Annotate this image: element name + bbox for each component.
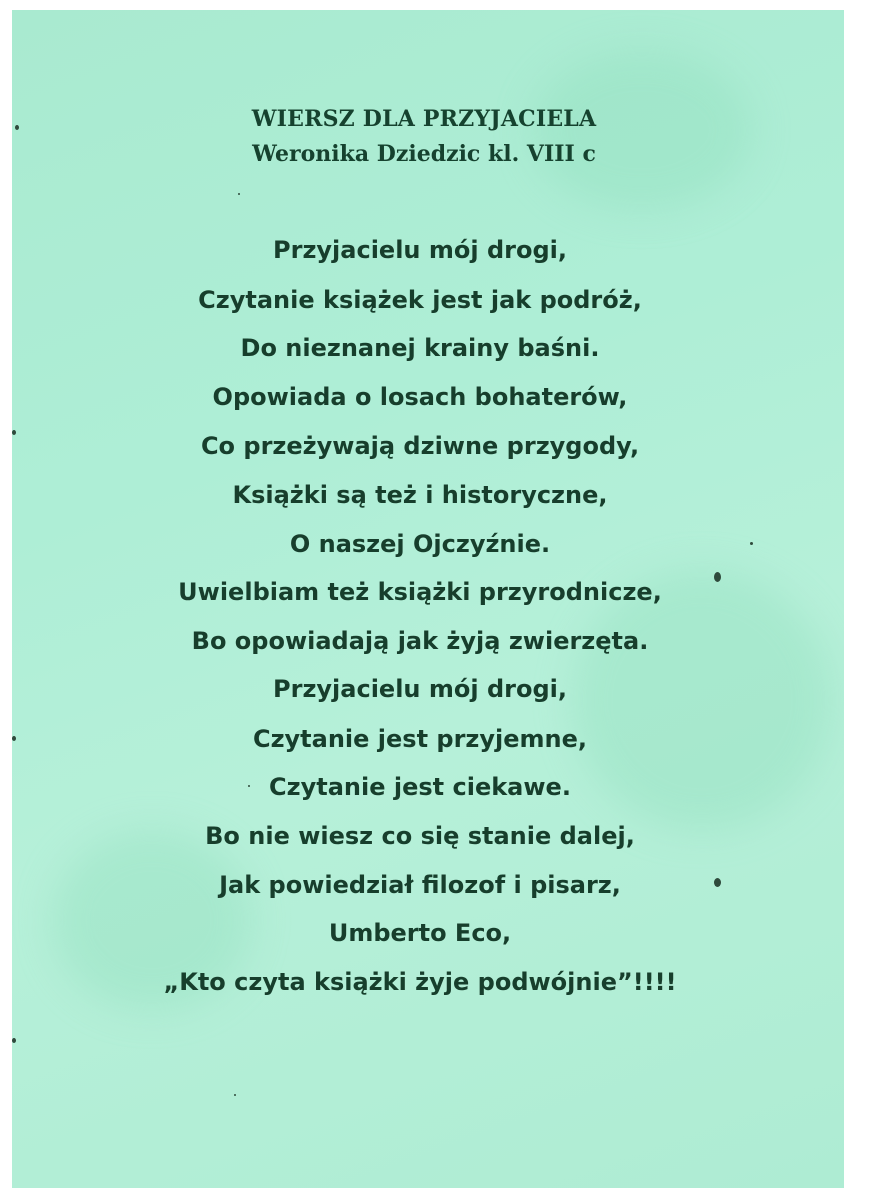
poem-line: Przyjacielu mój drogi, (273, 236, 567, 264)
ink-speck (750, 542, 753, 545)
poem-line: Umberto Eco, (328, 919, 512, 947)
ink-speck (15, 125, 19, 130)
ink-speck (12, 736, 16, 741)
ink-speck (12, 1038, 16, 1043)
poem-line: Czytanie jest przyjemne, (252, 725, 588, 753)
ink-speck (12, 430, 16, 435)
paper-sheet (12, 10, 844, 1188)
poem-line: „Kto czyta książki żyje podwójnie”!!!! (163, 968, 677, 996)
poem-line: O naszej Ojczyźnie. (289, 530, 551, 558)
poem-line: Książki są też i historyczne, (232, 481, 608, 509)
poem-line: Czytanie jest ciekawe. (269, 773, 571, 801)
ink-speck (714, 878, 721, 887)
poem-line: Co przeżywają dziwne przygody, (200, 432, 640, 460)
poem-line: Przyjacielu mój drogi, (273, 675, 567, 703)
ink-speck (234, 1094, 236, 1096)
poem-author: Weronika Dziedzic kl. VIII c (252, 141, 596, 167)
poem-line: Jak powiedział filozof i pisarz, (219, 871, 621, 899)
poem-line: Bo opowiadają jak żyją zwierzęta. (191, 627, 649, 655)
ink-speck (238, 193, 240, 195)
ink-speck (248, 785, 250, 787)
poem-title: WIERSZ DLA PRZYJACIELA (251, 106, 597, 132)
poem-line: Czytanie książek jest jak podróż, (198, 286, 642, 314)
poem-line: Bo nie wiesz co się stanie dalej, (205, 822, 635, 850)
poem-line: Uwielbiam też książki przyrodnicze, (178, 578, 662, 606)
poem-line: Opowiada o losach bohaterów, (212, 383, 628, 411)
poem-line: Do nieznanej krainy baśni. (240, 334, 600, 362)
ink-speck (714, 572, 721, 582)
